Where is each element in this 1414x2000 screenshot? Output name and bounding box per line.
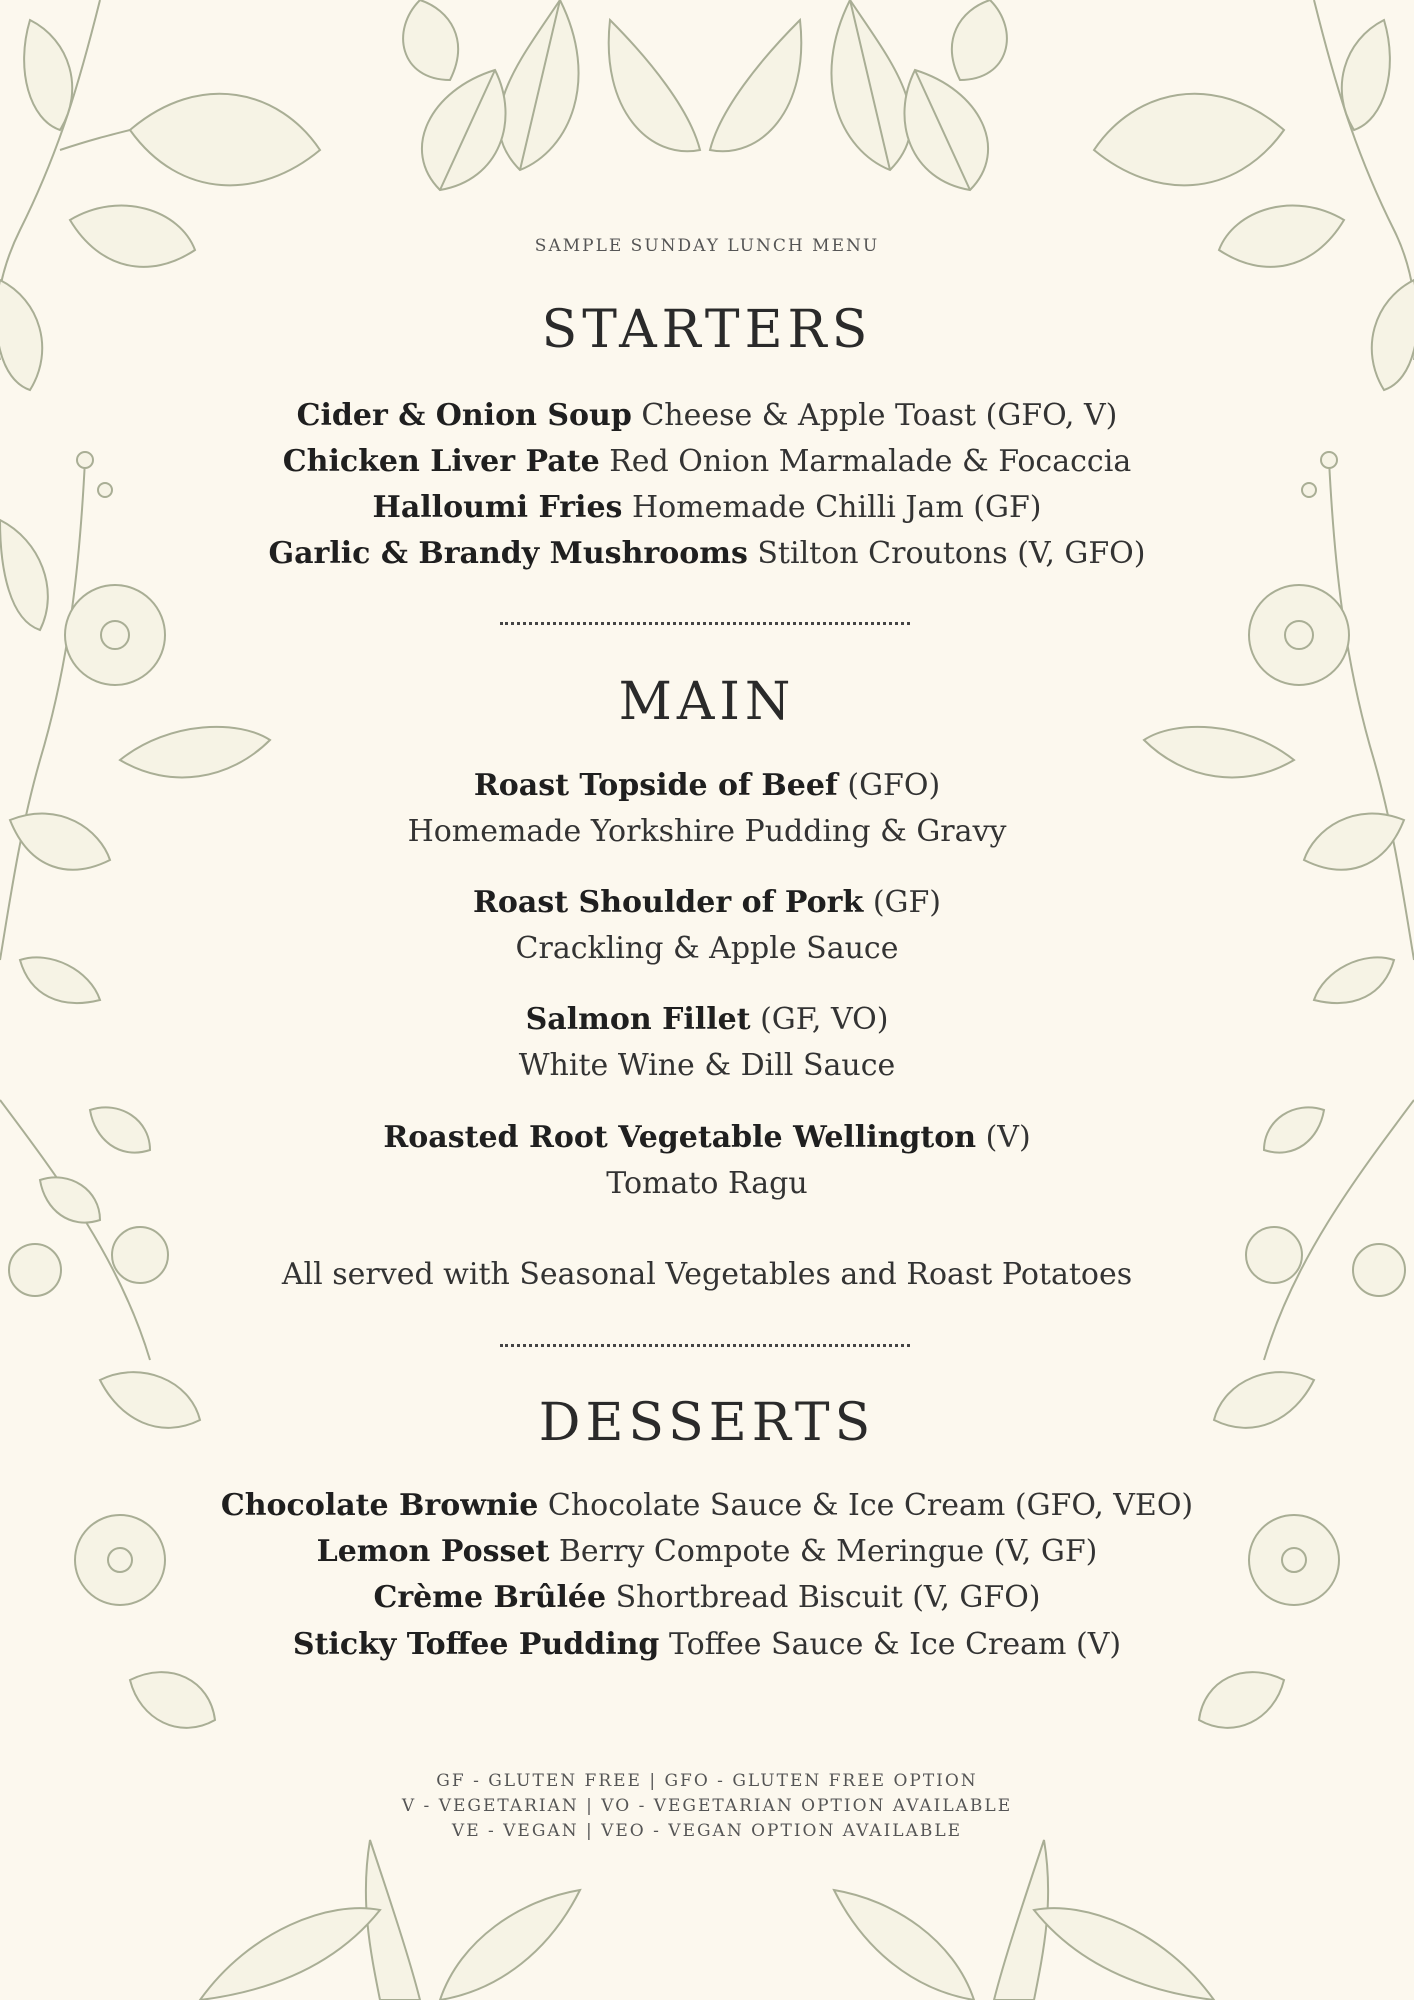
dish-name: Garlic & Brandy Mushrooms bbox=[268, 536, 748, 571]
starter-item bbox=[0, 490, 1414, 525]
dish-name: Roast Topside of Beef bbox=[473, 768, 838, 803]
dish-name: Chicken Liver Pate bbox=[282, 444, 600, 479]
dietary-legend-line: V - VEGETARIAN | VO - VEGETARIAN OPTION AVAILABLE bbox=[401, 1796, 1013, 1816]
dish-description: Homemade Yorkshire Pudding & Gravy bbox=[407, 814, 1007, 849]
dish-tags: (V) bbox=[976, 1120, 1031, 1155]
starters-heading: STARTERS bbox=[541, 300, 873, 360]
dish-name: Lemon Posset bbox=[316, 1534, 550, 1569]
dish-name: Halloumi Fries bbox=[372, 490, 623, 525]
dish-description: Berry Compote & Meringue (V, GF) bbox=[549, 1534, 1098, 1569]
starter-item bbox=[0, 444, 1414, 479]
dessert-item bbox=[0, 1580, 1414, 1615]
dish-description: White Wine & Dill Sauce bbox=[518, 1048, 896, 1083]
dish-name: Sticky Toffee Pudding bbox=[292, 1627, 660, 1662]
main-item-title bbox=[0, 885, 1414, 920]
dish-name: Crème Brûlée bbox=[373, 1580, 607, 1615]
main-item-title bbox=[0, 768, 1414, 803]
dish-name: Roast Shoulder of Pork bbox=[472, 885, 864, 920]
dietary-legend-line: VE - VEGAN | VEO - VEGAN OPTION AVAILABLE bbox=[451, 1821, 963, 1841]
dish-tags: (GF) bbox=[863, 885, 942, 920]
dish-name: Salmon Fillet bbox=[525, 1002, 751, 1037]
main-note: All served with Seasonal Vegetables and Roast Potatoes bbox=[281, 1257, 1133, 1292]
dish-description: Tomato Ragu bbox=[606, 1166, 808, 1201]
dish-description: Chocolate Sauce & Ice Cream (GFO, VEO) bbox=[538, 1488, 1194, 1523]
dish-description: Cheese & Apple Toast (GFO, V) bbox=[631, 398, 1118, 433]
dotted-divider bbox=[500, 1344, 910, 1347]
dish-name: Roasted Root Vegetable Wellington bbox=[383, 1120, 977, 1155]
main-heading: MAIN bbox=[618, 672, 796, 732]
dish-description: Toffee Sauce & Ice Cream (V) bbox=[659, 1627, 1122, 1662]
dish-name: Cider & Onion Soup bbox=[296, 398, 632, 433]
main-item-title bbox=[0, 1002, 1414, 1037]
starter-item bbox=[0, 398, 1414, 433]
bottom-leaves-icon bbox=[200, 1840, 1214, 2000]
dish-name: Chocolate Brownie bbox=[220, 1488, 539, 1523]
dish-description: Red Onion Marmalade & Focaccia bbox=[599, 444, 1132, 479]
desserts-heading: DESSERTS bbox=[538, 1393, 876, 1453]
dessert-item bbox=[0, 1534, 1414, 1569]
menu-title: SAMPLE SUNDAY LUNCH MENU bbox=[534, 236, 880, 256]
dessert-item bbox=[0, 1627, 1414, 1662]
dish-tags: (GFO) bbox=[837, 768, 941, 803]
dish-description: Homemade Chilli Jam (GF) bbox=[622, 490, 1042, 525]
top-leaves-icon bbox=[403, 0, 1007, 190]
dietary-legend-line: GF - GLUTEN FREE | GFO - GLUTEN FREE OPTION bbox=[436, 1771, 978, 1791]
dish-tags: (GF, VO) bbox=[750, 1002, 889, 1037]
dessert-item bbox=[0, 1488, 1414, 1523]
dish-description: Crackling & Apple Sauce bbox=[515, 931, 899, 966]
dish-description: Shortbread Biscuit (V, GFO) bbox=[606, 1580, 1041, 1615]
dish-description: Stilton Croutons (V, GFO) bbox=[747, 536, 1146, 571]
starter-item bbox=[0, 536, 1414, 571]
dotted-divider bbox=[500, 622, 910, 625]
main-item-title bbox=[0, 1120, 1414, 1155]
